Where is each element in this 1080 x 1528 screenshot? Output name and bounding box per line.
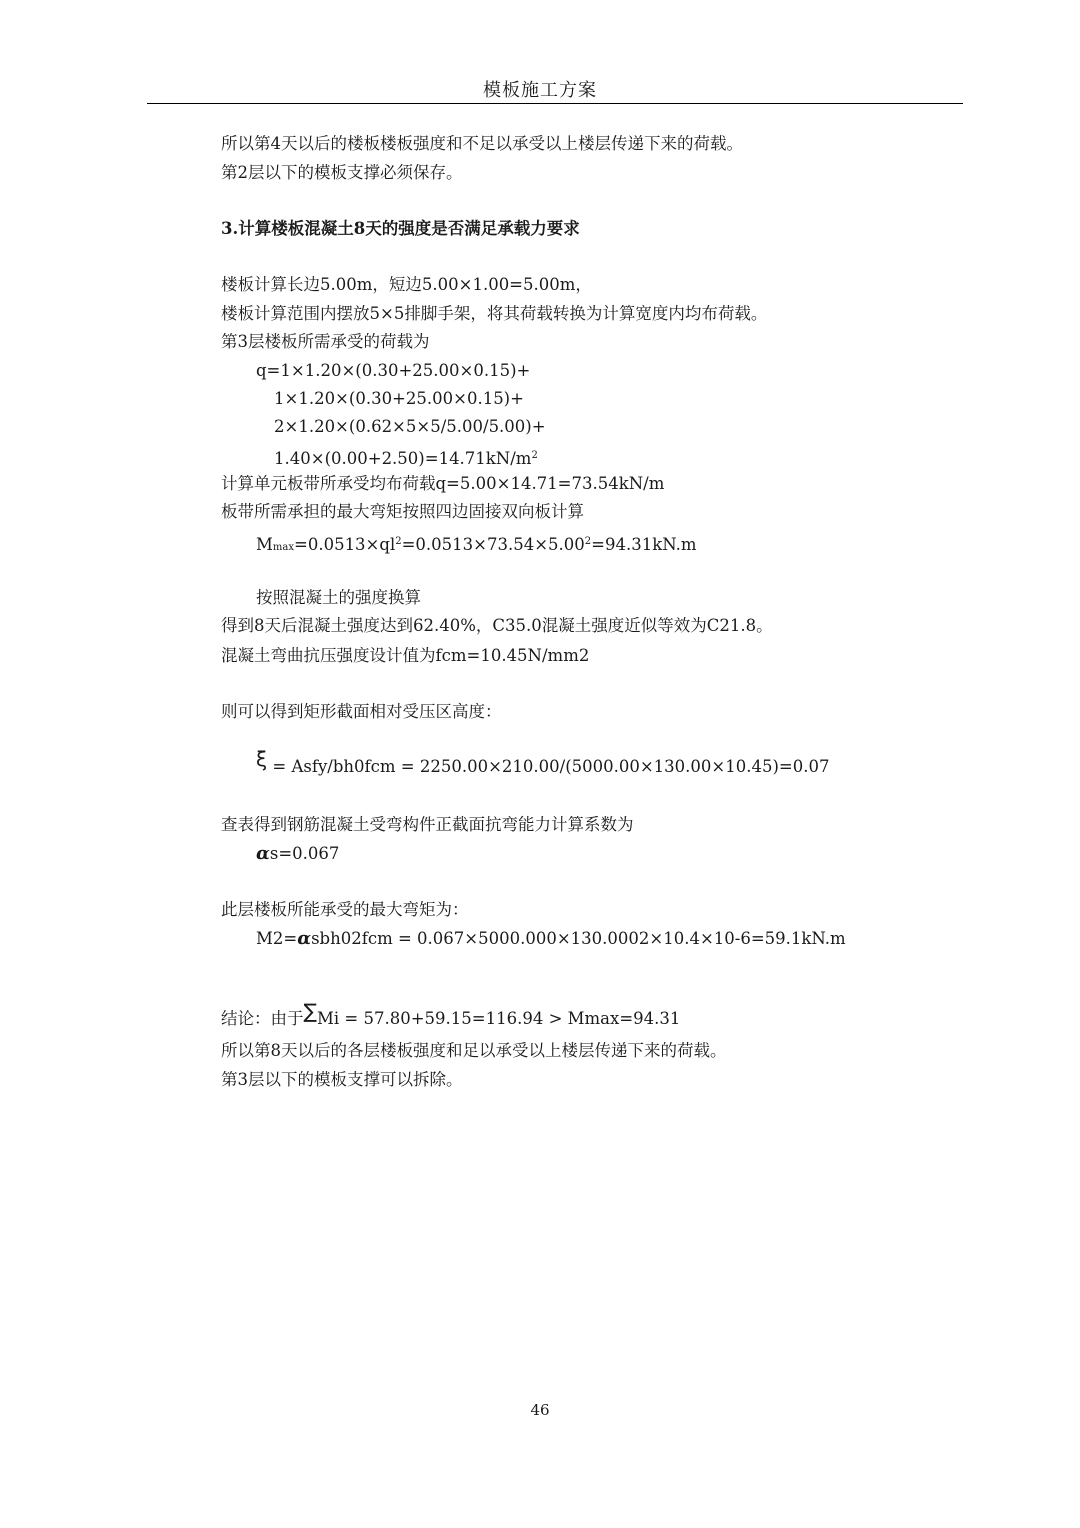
formula-line — [256, 748, 829, 778]
paragraph-line: 此层楼板所能承受的最大弯矩为： — [221, 900, 469, 919]
paragraph-line: 则可以得到矩形截面相对受压区高度： — [221, 702, 502, 721]
formula-text: =0.0513×ql — [294, 535, 396, 554]
formula-line — [256, 928, 846, 950]
conclusion-label: 结论：由于 — [221, 1009, 304, 1028]
paragraph-line: 按照混凝土的强度换算 — [256, 588, 421, 607]
paragraph-line: 所以第4天以后的楼板楼板强度和不足以承受以上楼层传递下来的荷载。 — [221, 134, 743, 153]
superscript: 2 — [395, 536, 402, 547]
paragraph-line: 楼板计算范围内摆放5×5排脚手架，将其荷载转换为计算宽度内均布荷载。 — [221, 304, 768, 323]
formula-text: M2= — [256, 929, 298, 948]
formula-text: Mi = 57.80+59.15=116.94 > Mmax=94.31 — [316, 1009, 681, 1028]
paragraph-line: 所以第8天以后的各层楼板强度和足以承受以上楼层传递下来的荷载。 — [221, 1041, 727, 1060]
formula-text: =0.0513×73.54×5.00 — [401, 535, 585, 554]
formula-line: 1×1.20×(0.30+25.00×0.15)+ — [274, 389, 524, 408]
formula-text: s=0.067 — [269, 844, 340, 863]
paragraph-line: 板带所需承担的最大弯矩按照四边固接双向板计算 — [221, 502, 584, 521]
formula-line — [256, 843, 339, 865]
header-divider — [147, 103, 963, 104]
paragraph-line: 计算单元板带所承受均布荷载q=5.00×14.71=73.54kN/m — [221, 474, 665, 493]
formula-text: sbh02fcm = 0.067×5000.000×130.0002×10.4×10-6=59.1kN.m — [311, 929, 846, 948]
paragraph-line: 查表得到钢筋混凝土受弯构件正截面抗弯能力计算系数为 — [221, 815, 634, 834]
alpha-symbol: α — [297, 928, 312, 949]
conclusion-line — [221, 1000, 680, 1030]
formula-text: = Asfy/bh0fcm = 2250.00×210.00/(5000.00×130.00×10.45)=0.07 — [272, 757, 830, 776]
formula-line — [274, 445, 538, 470]
formula-text: =94.31kN.m — [591, 535, 697, 554]
formula-text: M — [256, 535, 273, 554]
formula-text: 1.40×(0.00+2.50)=14.71kN/m — [274, 449, 532, 468]
superscript: 2 — [531, 450, 538, 461]
paragraph-line: 第3层楼板所需承受的荷载为 — [221, 332, 430, 351]
paragraph-line: 楼板计算长边5.00m，短边5.00×1.00=5.00m， — [221, 275, 592, 294]
paragraph-line: 第3层以下的模板支撑可以拆除。 — [221, 1070, 463, 1089]
paragraph-line: 第2层以下的模板支撑必须保存。 — [221, 163, 463, 182]
xi-symbol: ξ — [256, 747, 268, 771]
paragraph-line: 得到8天后混凝土强度达到62.40%，C35.0混凝土强度近似等效为C21.8。 — [221, 616, 773, 635]
formula-line: q=1×1.20×(0.30+25.00×0.15)+ — [256, 361, 531, 380]
subscript: max — [272, 542, 294, 553]
sigma-symbol: ∑ — [303, 999, 317, 1023]
paragraph-line: 混凝土弯曲抗压强度设计值为fcm=10.45N/mm2 — [221, 646, 590, 665]
page-header-title: 模板施工方案 — [483, 80, 597, 101]
superscript: 2 — [584, 536, 592, 547]
formula-line — [256, 531, 697, 559]
page-number: 46 — [530, 1401, 550, 1419]
alpha-symbol: α — [256, 843, 270, 864]
formula-line: 2×1.20×(0.62×5×5/5.00/5.00)+ — [274, 417, 546, 436]
section-heading: 3.计算楼板混凝土8天的强度是否满足承载力要求 — [221, 219, 580, 238]
